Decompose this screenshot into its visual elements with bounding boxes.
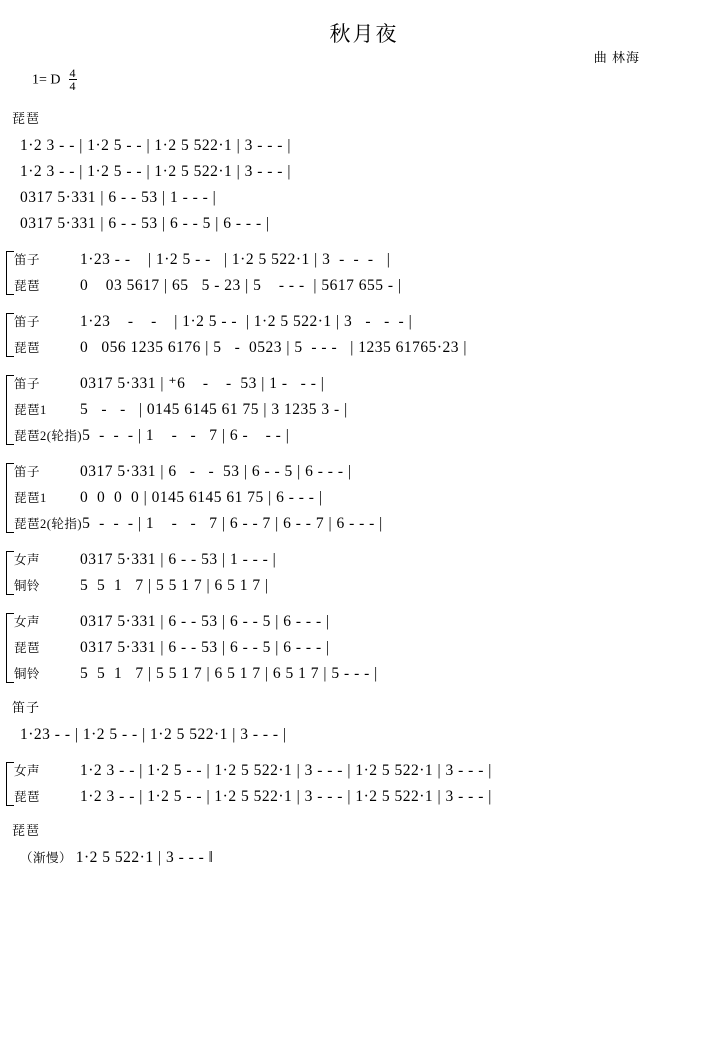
line-instrument-label: 笛子 xyxy=(14,253,41,267)
systems-container xyxy=(0,108,728,881)
spacer xyxy=(0,599,728,609)
line-instrument-label: 笛子 xyxy=(14,377,41,391)
notation-line xyxy=(14,547,728,573)
section-instrument-label: 笛子 xyxy=(12,700,41,715)
notation-line xyxy=(14,609,728,635)
spacer xyxy=(0,748,728,758)
spacer xyxy=(0,299,728,309)
notation-line xyxy=(14,511,728,537)
jianpu-notation: 1·2 3 - - | 1·2 5 - - | 1·2 5 522·1 | 3 - - - | 1·2 5 522·1 | 3 - - - | xyxy=(80,762,492,779)
jianpu-notation: 1·2 3 - - | 1·2 5 - - | 1·2 5 522·1 | 3 - - - | xyxy=(20,163,291,180)
line-instrument-label: 琵琶 xyxy=(14,341,41,355)
spacer xyxy=(0,537,728,547)
notation-line xyxy=(14,397,728,423)
jianpu-notation: 0317 5·331 | 6 - - 53 | 6 - - 5 | 6 - - - | xyxy=(80,639,330,656)
line-instrument-label: 女声 xyxy=(14,553,41,567)
notation-line xyxy=(14,371,728,397)
notation-line xyxy=(20,845,728,871)
jianpu-notation: 0 056 1235 6176 | 5 - 0523 | 5 - - - | 1235 61765·23 | xyxy=(80,339,467,356)
line-instrument-label: 铜铃 xyxy=(14,579,41,593)
jianpu-notation: 1·2 3 - - | 1·2 5 - - | 1·2 5 522·1 | 3 - - - | 1·2 5 522·1 | 3 - - - | xyxy=(80,788,492,805)
line-instrument-label: 笛子 xyxy=(14,465,41,479)
notation-line xyxy=(14,247,728,273)
notation-line xyxy=(20,159,728,185)
system-bracket-group xyxy=(0,758,728,810)
spacer xyxy=(0,449,728,459)
notation-line xyxy=(14,485,728,511)
score-system xyxy=(0,609,728,697)
system-block xyxy=(20,133,728,237)
notation-line xyxy=(14,573,728,599)
system-bracket-group xyxy=(0,309,728,361)
jianpu-notation: 5 - - - | 1 - - 7 | 6 - - 7 | 6 - - 7 | 6 - - - | xyxy=(82,515,383,532)
jianpu-notation: 1·23 - - | 1·2 5 - - | 1·2 5 522·1 | 3 - - - | xyxy=(80,251,391,268)
notation-line xyxy=(14,309,728,335)
line-instrument-label: 琵琶2(轮指) xyxy=(14,429,83,443)
jianpu-notation: 5 5 1 7 | 5 5 1 7 | 6 5 1 7 | xyxy=(80,577,269,594)
page-title: 秋月夜 xyxy=(329,22,399,46)
score-system xyxy=(0,820,728,881)
score-system xyxy=(0,459,728,547)
line-instrument-label: 琵琶 xyxy=(14,279,41,293)
line-instrument-label: 琵琶 xyxy=(14,790,41,804)
score-system xyxy=(0,108,728,247)
system-block xyxy=(20,722,728,748)
jianpu-notation: 5 - - - | 1 - - 7 | 6 - - - | xyxy=(82,427,290,444)
notation-line xyxy=(20,185,728,211)
system-bracket-group xyxy=(0,371,728,449)
score-system xyxy=(0,309,728,371)
jianpu-notation: 0 03 5617 | 65 5 - 23 | 5 - - - | 5617 655 - | xyxy=(80,277,402,294)
jianpu-notation: 0317 5·331 | ⁺6 - - 53 | 1 - - - | xyxy=(80,375,325,392)
composer-credit: 曲 林海 xyxy=(593,50,640,65)
notation-line xyxy=(14,635,728,661)
line-instrument-label: 琵琶1 xyxy=(14,403,47,417)
line-instrument-label: 琵琶 xyxy=(14,641,41,655)
jianpu-notation: 0317 5·331 | 6 - - 53 | 1 - - - | xyxy=(80,551,277,568)
notation-line xyxy=(20,211,728,237)
jianpu-notation: 0 0 0 0 | 0145 6145 61 75 | 6 - - - | xyxy=(80,489,323,506)
notation-line xyxy=(14,661,728,687)
system-block xyxy=(20,845,728,871)
score-system xyxy=(0,371,728,459)
notation-line xyxy=(14,459,728,485)
notation-line xyxy=(14,784,728,810)
line-instrument-label: 铜铃 xyxy=(14,667,41,681)
time-signature: $\frac{4}{4}$ xyxy=(69,66,76,93)
score-system xyxy=(0,697,728,758)
section-instrument-label: 琵琶 xyxy=(12,823,41,838)
system-bracket-group xyxy=(0,247,728,299)
jianpu-notation: 0317 5·331 | 6 - - 53 | 1 - - - | xyxy=(20,189,217,206)
spacer xyxy=(0,237,728,247)
notation-line xyxy=(14,273,728,299)
spacer xyxy=(0,810,728,820)
jianpu-notation: 1·2 3 - - | 1·2 5 - - | 1·2 5 522·1 | 3 - - - | xyxy=(20,137,291,154)
jianpu-notation: 0317 5·331 | 6 - - 53 | 6 - - 5 | 6 - - - | xyxy=(80,613,330,630)
score-system xyxy=(0,247,728,309)
line-instrument-label: 女声 xyxy=(14,764,41,778)
notation-line xyxy=(20,133,728,159)
spacer xyxy=(0,361,728,371)
notation-line xyxy=(14,758,728,784)
line-instrument-label: 琵琶1 xyxy=(14,491,47,505)
line-instrument-label: 琵琶2(轮指) xyxy=(14,517,83,531)
jianpu-notation: 5 - - | 0145 6145 61 75 | 3 1235 3 - | xyxy=(80,401,348,418)
jianpu-notation: 5 5 1 7 | 5 5 1 7 | 6 5 1 7 | 6 5 1 7 | 5 - - - | xyxy=(80,665,378,682)
section-instrument-label: 琵琶 xyxy=(12,111,41,126)
system-bracket-group xyxy=(0,609,728,687)
jianpu-notation: 1·23 - - | 1·2 5 - - | 1·2 5 522·1 | 3 - - - | xyxy=(20,726,287,743)
notation-line xyxy=(14,423,728,449)
system-bracket-group xyxy=(0,547,728,599)
jianpu-notation: 1·23 - - | 1·2 5 - - | 1·2 5 522·1 | 3 - - - | xyxy=(80,313,413,330)
spacer xyxy=(0,687,728,697)
system-bracket-group xyxy=(0,459,728,537)
line-instrument-label: 笛子 xyxy=(14,315,41,329)
spacer xyxy=(0,871,728,881)
line-instrument-label: 女声 xyxy=(14,615,41,629)
key-signature xyxy=(32,68,77,93)
jianpu-notation: 0317 5·331 | 6 - - 53 | 6 - - 5 | 6 - - - | xyxy=(80,463,352,480)
score-system xyxy=(0,547,728,609)
notation-line xyxy=(14,335,728,361)
score-system xyxy=(0,758,728,820)
jianpu-notation: 0317 5·331 | 6 - - 53 | 6 - - 5 | 6 - - - | xyxy=(20,215,270,232)
tempo-marking: （渐慢） xyxy=(20,851,73,865)
key-signature-text: 1= D xyxy=(32,72,61,88)
jianpu-notation: 1·2 5 522·1 | 3 - - - ‖ xyxy=(75,849,214,866)
notation-line xyxy=(20,722,728,748)
